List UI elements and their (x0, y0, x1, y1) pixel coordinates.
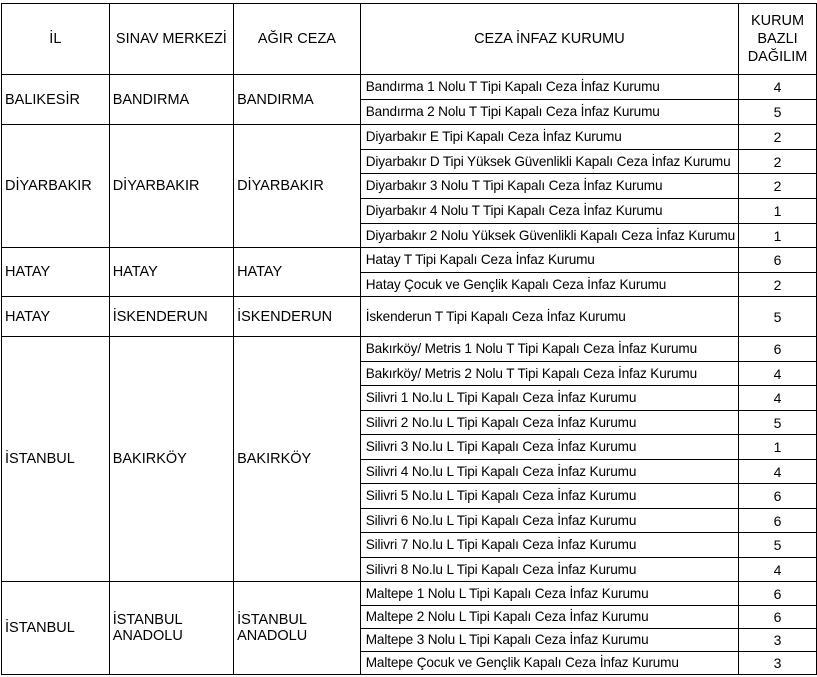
group-sinav-merkezi: DİYARBAKIR (109, 125, 233, 248)
header-row (2, 4, 817, 75)
institution-name: Silivri 3 No.lu L Tipi Kapalı Ceza İnfaz Kurumu (360, 435, 738, 460)
group-agir-ceza: BAKIRKÖY (234, 337, 361, 582)
group-agir-ceza: BANDIRMA (234, 75, 361, 125)
institution-name: Maltepe Çocuk ve Gençlik Kapalı Ceza İnfaz Kurumu (360, 652, 738, 675)
header-sinav-merkezi: SINAV MERKEZİ (109, 4, 233, 75)
institution-name: Diyarbakır 2 Nolu Yüksek Güvenlikli Kapalı Ceza İnfaz Kurumu (360, 224, 738, 248)
group-agir-ceza: HATAY (234, 248, 361, 297)
header-agir-ceza: AĞIR CEZA (234, 4, 361, 75)
distribution-table (1, 3, 817, 675)
institution-name: Silivri 7 No.lu L Tipi Kapalı Ceza İnfaz Kurumu (360, 533, 738, 558)
institution-count: 1 (739, 224, 817, 248)
group-il: DİYARBAKIR (2, 125, 110, 248)
institution-count: 2 (739, 273, 817, 297)
group-agir-ceza-line1: İSTANBUL (237, 612, 307, 628)
institution-name: Diyarbakır 4 Nolu T Tipi Kapalı Ceza İnfaz Kurumu (360, 199, 738, 224)
institution-count: 4 (739, 386, 817, 411)
institution-name: Bakırköy/ Metris 1 Nolu T Tipi Kapalı Ceza İnfaz Kurumu (360, 337, 738, 362)
institution-count: 5 (739, 100, 817, 125)
group-sinav-merkezi-line2: ANADOLU (112, 628, 183, 644)
header-kurum-bazli-dagilim (739, 4, 817, 75)
institution-count: 6 (739, 248, 817, 273)
group-sinav-merkezi: İSKENDERUN (109, 297, 233, 337)
institution-name: Silivri 8 No.lu L Tipi Kapalı Ceza İnfaz Kurumu (360, 558, 738, 582)
institution-count: 2 (739, 150, 817, 174)
institution-count: 5 (739, 297, 817, 337)
group-agir-ceza-line2: ANADOLU (237, 628, 308, 644)
table-row (2, 75, 817, 100)
header-dist-line2: BAZLI (757, 31, 798, 47)
group-sinav-merkezi (109, 582, 233, 675)
group-il: BALIKESİR (2, 75, 110, 125)
institution-name: Silivri 2 No.lu L Tipi Kapalı Ceza İnfaz Kurumu (360, 411, 738, 435)
institution-name: Silivri 6 No.lu L Tipi Kapalı Ceza İnfaz Kurumu (360, 509, 738, 533)
institution-count: 1 (739, 435, 817, 460)
institution-name: Hatay Çocuk ve Gençlik Kapalı Ceza İnfaz Kurumu (360, 273, 738, 297)
group-il: HATAY (2, 297, 110, 337)
institution-name: Silivri 1 No.lu L Tipi Kapalı Ceza İnfaz Kurumu (360, 386, 738, 411)
institution-name: Diyarbakır 3 Nolu T Tipi Kapalı Ceza İnfaz Kurumu (360, 174, 738, 199)
group-sinav-merkezi-line1: İSTANBUL (112, 612, 183, 628)
header-dist-line3: DAĞILIM (747, 49, 808, 65)
institution-count: 6 (739, 337, 817, 362)
group-sinav-merkezi: HATAY (109, 248, 233, 297)
group-sinav-merkezi: BANDIRMA (109, 75, 233, 125)
institution-name: Diyarbakır D Tipi Yüksek Güvenlikli Kapalı Ceza İnfaz Kurumu (360, 150, 738, 174)
table-row (2, 125, 817, 150)
institution-count: 4 (739, 460, 817, 484)
table-row (2, 297, 817, 337)
institution-count: 5 (739, 411, 817, 435)
table-row (2, 582, 817, 606)
institution-name: Silivri 5 No.lu L Tipi Kapalı Ceza İnfaz Kurumu (360, 484, 738, 509)
institution-name: Maltepe 1 Nolu L Tipi Kapalı Ceza İnfaz Kurumu (360, 582, 738, 606)
institution-name: İskenderun T Tipi Kapalı Ceza İnfaz Kurumu (360, 297, 738, 337)
institution-count: 5 (739, 533, 817, 558)
institution-count: 4 (739, 75, 817, 100)
group-agir-ceza (234, 582, 361, 675)
institution-count: 2 (739, 125, 817, 150)
institution-count: 6 (739, 582, 817, 606)
table-row (2, 248, 817, 273)
header-ceza-infaz-kurumu: CEZA İNFAZ KURUMU (360, 4, 738, 75)
group-il: HATAY (2, 248, 110, 297)
institution-count: 3 (739, 652, 817, 675)
group-agir-ceza: DİYARBAKIR (234, 125, 361, 248)
institution-name: Silivri 4 No.lu L Tipi Kapalı Ceza İnfaz Kurumu (360, 460, 738, 484)
group-il: İSTANBUL (2, 337, 110, 582)
institution-count: 3 (739, 629, 817, 652)
institution-count: 6 (739, 484, 817, 509)
table-row (2, 337, 817, 362)
header-dist-line1: KURUM (750, 13, 805, 29)
institution-count: 6 (739, 509, 817, 533)
institution-name: Bakırköy/ Metris 2 Nolu T Tipi Kapalı Ceza İnfaz Kurumu (360, 362, 738, 386)
institution-name: Bandırma 2 Nolu T Tipi Kapalı Ceza İnfaz Kurumu (360, 100, 738, 125)
institution-count: 4 (739, 362, 817, 386)
institution-count: 2 (739, 174, 817, 199)
institution-name: Diyarbakır E Tipi Kapalı Ceza İnfaz Kurumu (360, 125, 738, 150)
group-sinav-merkezi: BAKIRKÖY (109, 337, 233, 582)
institution-count: 1 (739, 199, 817, 224)
institution-name: Hatay T Tipi Kapalı Ceza İnfaz Kurumu (360, 248, 738, 273)
group-il: İSTANBUL (2, 582, 110, 675)
institution-name: Maltepe 3 Nolu L Tipi Kapalı Ceza İnfaz Kurumu (360, 629, 738, 652)
institution-count: 4 (739, 558, 817, 582)
group-agir-ceza: İSKENDERUN (234, 297, 361, 337)
institution-name: Maltepe 2 Nolu L Tipi Kapalı Ceza İnfaz Kurumu (360, 606, 738, 629)
header-il: İL (2, 4, 110, 75)
institution-count: 6 (739, 606, 817, 629)
institution-name: Bandırma 1 Nolu T Tipi Kapalı Ceza İnfaz Kurumu (360, 75, 738, 100)
